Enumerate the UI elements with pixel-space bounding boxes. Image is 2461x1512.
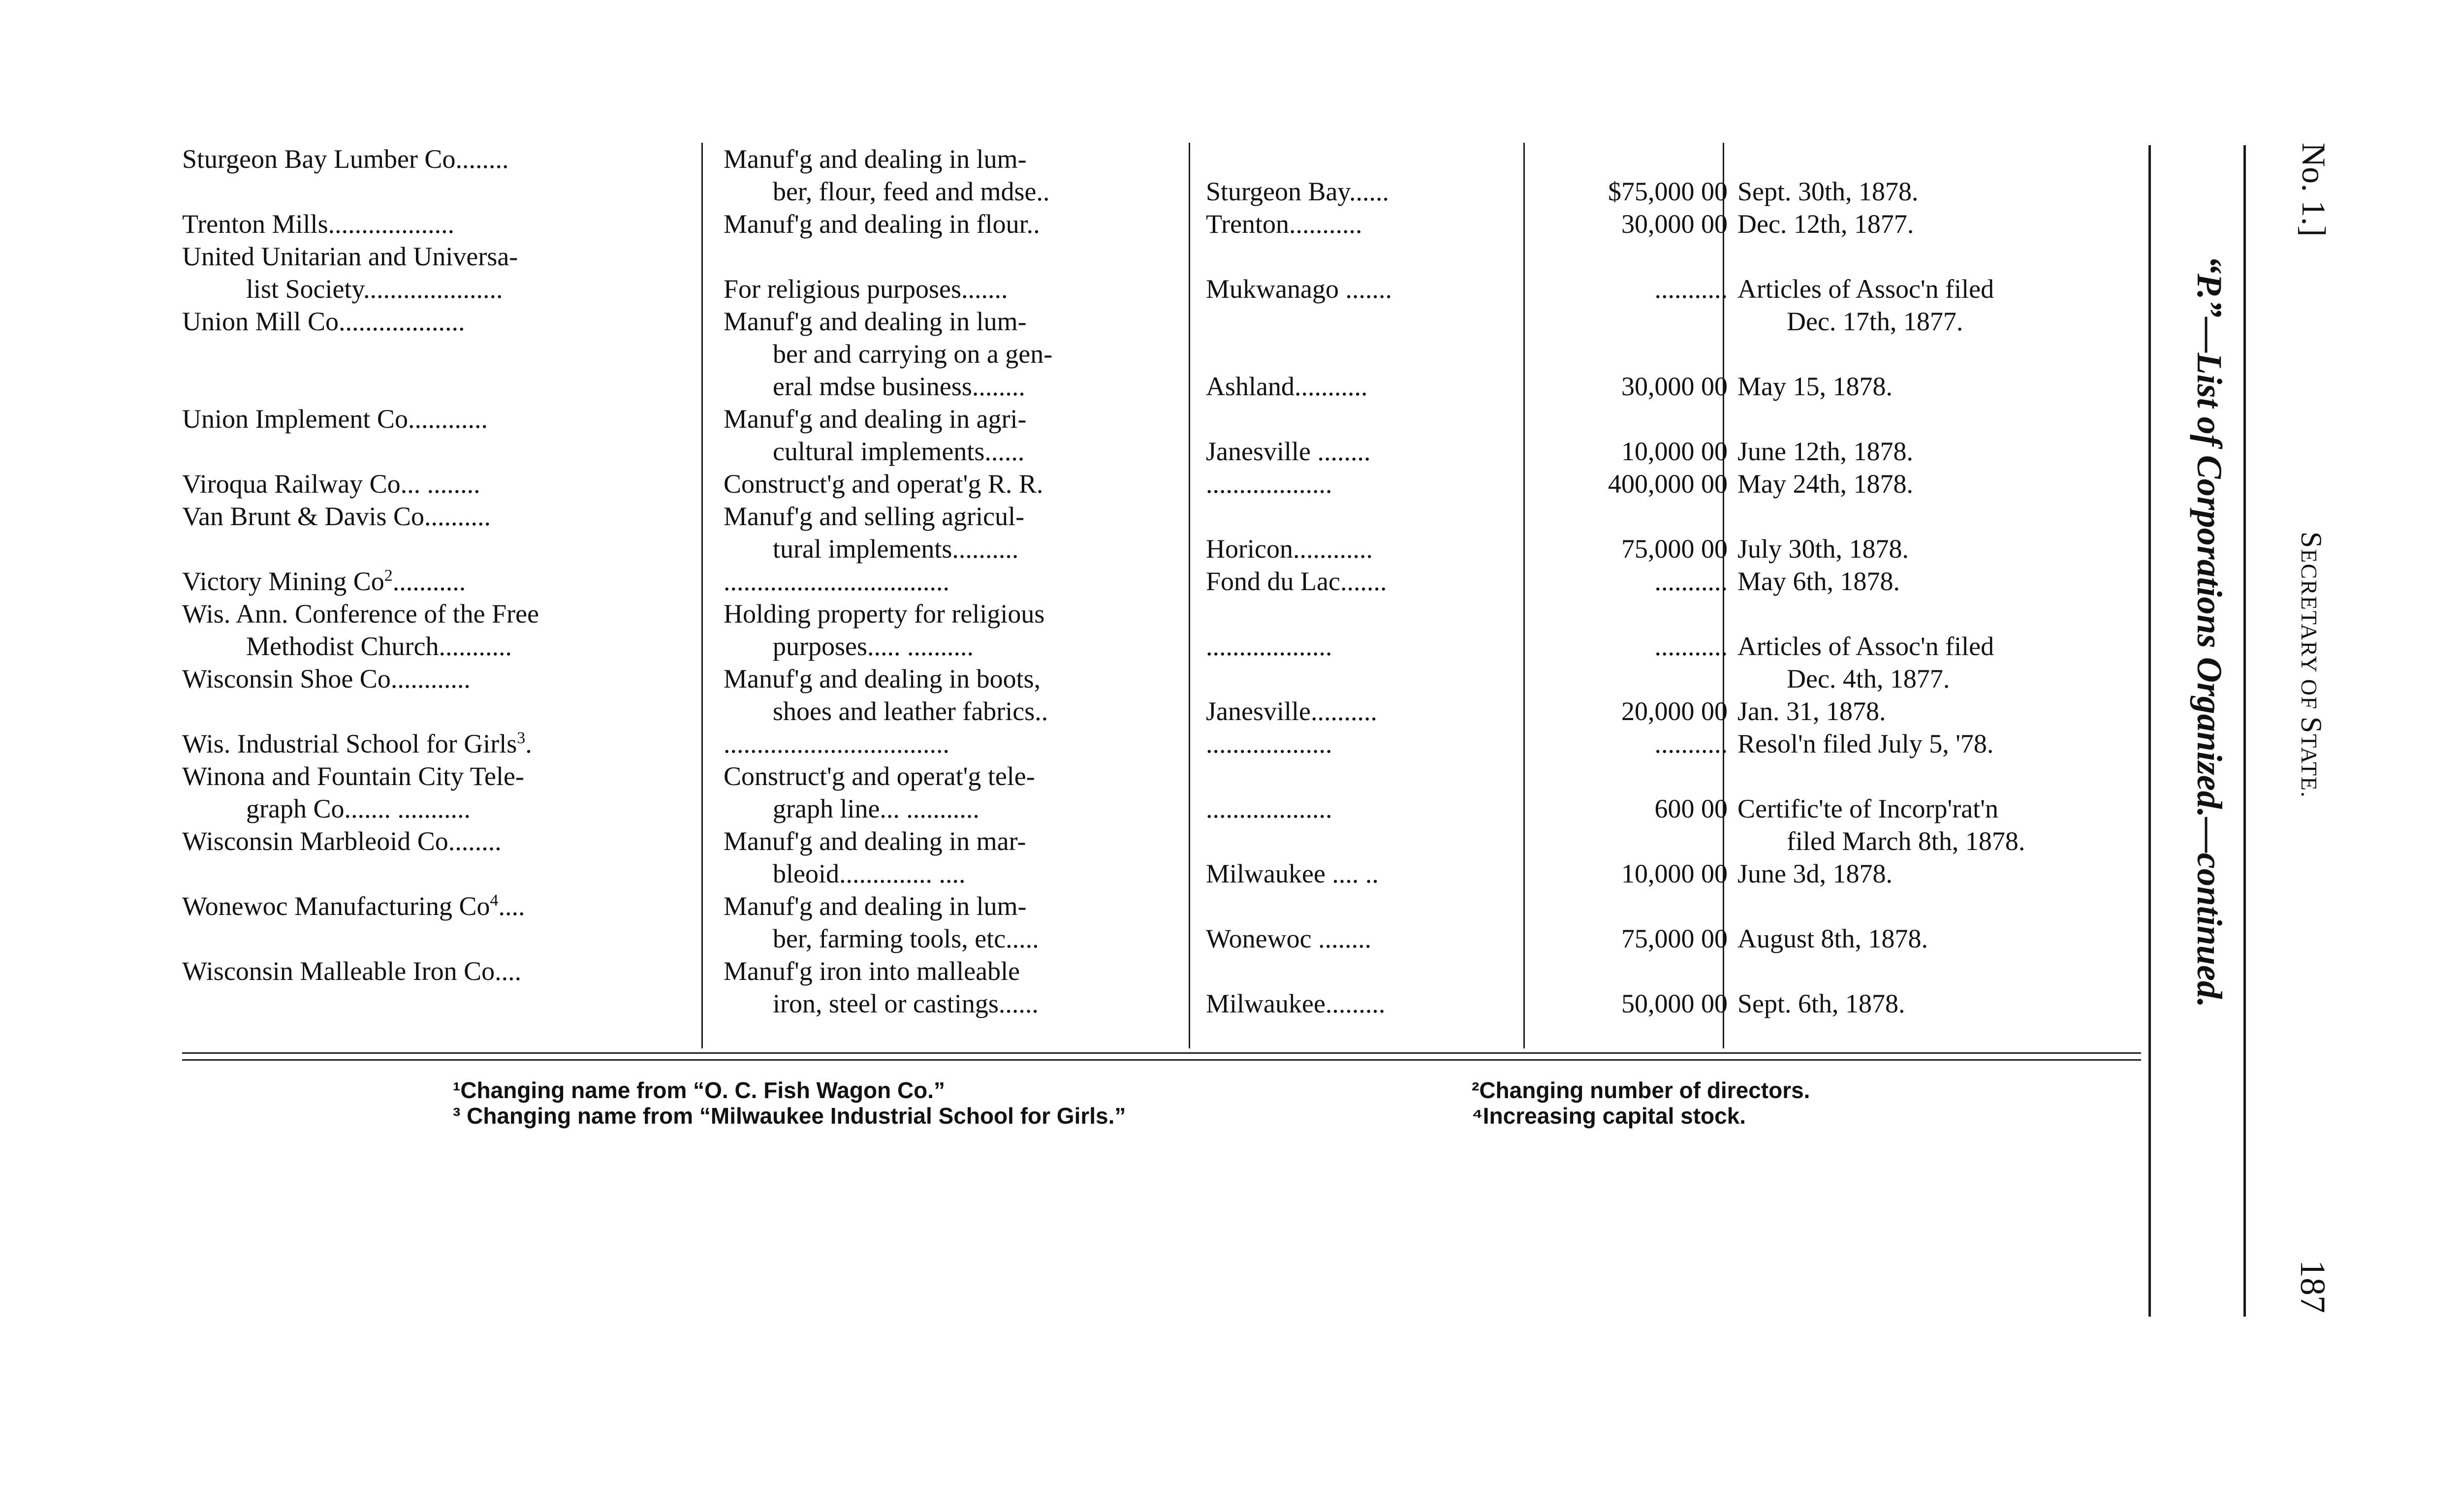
- filing-date: Resol'n filed July 5, '78.: [1737, 729, 1994, 758]
- purpose-line: eral mdse business........: [773, 372, 1025, 401]
- filing-date: August 8th, 1878.: [1737, 924, 1928, 953]
- purpose-line: purposes..... ..........: [773, 631, 974, 661]
- footnote-3: ³ Changing name from “Milwaukee Industrial School for Girls.”: [453, 1103, 1126, 1129]
- company-name: Sturgeon Bay Lumber Co........: [182, 144, 509, 174]
- location: ...................: [1206, 631, 1332, 661]
- purpose-line: Manuf'g iron into malleable: [724, 956, 1020, 986]
- filing-date: Dec. 17th, 1877.: [1787, 307, 1963, 336]
- filing-date: June 3d, 1878.: [1737, 859, 1893, 888]
- purpose-line: ..................................: [724, 567, 949, 596]
- capital-stock: 30,000 00: [1621, 209, 1728, 239]
- purpose-line: Manuf'g and dealing in boots,: [724, 664, 1041, 693]
- filing-date: May 15, 1878.: [1737, 372, 1893, 401]
- location: ...................: [1206, 729, 1332, 758]
- company-name: Wisconsin Malleable Iron Co....: [182, 956, 522, 986]
- purpose-line: Construct'g and operat'g tele-: [724, 761, 1035, 791]
- table-bottom-rule: [182, 1059, 2141, 1061]
- filing-date: May 24th, 1878.: [1737, 469, 1913, 499]
- purpose-line: ber, flour, feed and mdse..: [773, 177, 1050, 206]
- capital-stock: ...........: [1654, 274, 1728, 304]
- purpose-line: Manuf'g and dealing in lum-: [724, 891, 1027, 921]
- company-name: list Society.....................: [246, 274, 503, 304]
- purpose-line: tural implements..........: [773, 534, 1019, 564]
- filing-date: Sept. 6th, 1878.: [1737, 989, 1905, 1018]
- company-name: Wisconsin Shoe Co............: [182, 664, 471, 693]
- purpose-line: bleoid.............. ....: [773, 859, 966, 888]
- company-name: Wis. Ann. Conference of the Free: [182, 599, 539, 629]
- filing-date: filed March 8th, 1878.: [1787, 826, 2025, 856]
- footnote-2: ²Changing number of directors.: [1472, 1077, 1810, 1103]
- company-name: Union Implement Co............: [182, 404, 488, 434]
- purpose-line: ..................................: [724, 729, 949, 758]
- company-name: Wis. Industrial School for Girls$^3$.: [182, 729, 532, 758]
- corporations-table: [182, 143, 2141, 1048]
- filing-date: May 6th, 1878.: [1737, 567, 1900, 596]
- capital-stock: 75,000 00: [1621, 924, 1728, 953]
- company-name: Trenton Mills...................: [182, 209, 455, 239]
- footnote-marker: 3: [517, 729, 526, 747]
- purpose-line: Construct'g and operat'g R. R.: [724, 469, 1043, 499]
- company-name: Viroqua Railway Co... ........: [182, 469, 480, 499]
- location: Janesville..........: [1206, 696, 1377, 726]
- filing-date: Sept. 30th, 1878.: [1737, 177, 1919, 206]
- company-name: Van Brunt & Davis Co..........: [182, 502, 491, 531]
- purpose-line: ber and carrying on a gen-: [773, 339, 1053, 369]
- purpose-line: Manuf'g and dealing in lum-: [724, 144, 1027, 174]
- purpose-line: Manuf'g and dealing in lum-: [724, 307, 1027, 336]
- filing-date: Articles of Assoc'n filed: [1737, 274, 1994, 304]
- footnote-marker: 4: [490, 891, 499, 910]
- company-name: graph Co....... ...........: [246, 794, 471, 823]
- purpose-line: Manuf'g and selling agricul-: [724, 502, 1025, 531]
- capital-stock: 20,000 00: [1621, 696, 1728, 726]
- document-number: No. 1.]: [2295, 143, 2333, 237]
- location: Sturgeon Bay......: [1206, 177, 1389, 206]
- location: Milwaukee .... ..: [1206, 859, 1379, 888]
- footnote-4: ⁴Increasing capital stock.: [1472, 1103, 1746, 1129]
- table-bottom-rule: [182, 1052, 2141, 1054]
- location: ...................: [1206, 469, 1332, 499]
- purpose-line: ber, farming tools, etc.....: [773, 924, 1039, 953]
- location: Mukwanago .......: [1206, 274, 1392, 304]
- purpose-line: cultural implements......: [773, 437, 1025, 466]
- side-rule: [2243, 145, 2246, 1317]
- table-caption: “P.”—List of Corporations Organized.—continued.: [2190, 256, 2229, 1008]
- location: Milwaukee.........: [1206, 989, 1386, 1018]
- location: Trenton...........: [1206, 209, 1362, 239]
- company-name: Methodist Church...........: [246, 631, 512, 661]
- filing-date: Articles of Assoc'n filed: [1737, 631, 1994, 661]
- capital-stock: 600 00: [1654, 794, 1728, 823]
- page-number: 187: [2293, 1260, 2333, 1313]
- capital-stock: ...........: [1654, 567, 1728, 596]
- filing-date: Certific'te of Incorp'rat'n: [1737, 794, 1998, 823]
- purpose-line: Holding property for religious: [724, 599, 1045, 629]
- capital-stock: ...........: [1654, 631, 1728, 661]
- running-header: SECRETARY OF STATE.: [2295, 532, 2328, 798]
- company-name: Victory Mining Co$^2$...........: [182, 567, 466, 596]
- location: Horicon............: [1206, 534, 1373, 564]
- company-name: United Unitarian and Universa-: [182, 242, 518, 271]
- location: ...................: [1206, 794, 1332, 823]
- footnote-1: ¹Changing name from “O. C. Fish Wagon Co.”: [453, 1077, 946, 1103]
- capital-stock: $75,000 00: [1608, 177, 1728, 206]
- purpose-line: Manuf'g and dealing in flour..: [724, 209, 1040, 239]
- capital-stock: 10,000 00: [1621, 859, 1728, 888]
- purpose-line: Manuf'g and dealing in agri-: [724, 404, 1027, 434]
- capital-stock: 30,000 00: [1621, 372, 1728, 401]
- filing-date: Dec. 4th, 1877.: [1787, 664, 1950, 693]
- company-name: Wisconsin Marbleoid Co........: [182, 826, 502, 856]
- location: Ashland...........: [1206, 372, 1368, 401]
- footnote-marker: 2: [384, 567, 393, 585]
- purpose-line: For religious purposes.......: [724, 274, 1008, 304]
- column-rule: [1523, 143, 1525, 1048]
- side-rule: [2148, 145, 2151, 1317]
- filing-date: Jan. 31, 1878.: [1737, 696, 1886, 726]
- company-name: Winona and Fountain City Tele-: [182, 761, 524, 791]
- capital-stock: ...........: [1654, 729, 1728, 758]
- location: Fond du Lac.......: [1206, 567, 1387, 596]
- capital-stock: 50,000 00: [1621, 989, 1728, 1018]
- filing-date: July 30th, 1878.: [1737, 534, 1909, 564]
- location: Wonewoc ........: [1206, 924, 1372, 953]
- filing-date: June 12th, 1878.: [1737, 437, 1913, 466]
- location: Janesville ........: [1206, 437, 1371, 466]
- purpose-line: iron, steel or castings......: [773, 989, 1039, 1018]
- purpose-line: Manuf'g and dealing in mar-: [724, 826, 1026, 856]
- capital-stock: 75,000 00: [1621, 534, 1728, 564]
- capital-stock: 400,000 00: [1608, 469, 1728, 499]
- purpose-line: graph line... ...........: [773, 794, 979, 823]
- capital-stock: 10,000 00: [1621, 437, 1728, 466]
- filing-date: Dec. 12th, 1877.: [1737, 209, 1914, 239]
- company-name: Wonewoc Manufacturing Co$^4$....: [182, 891, 525, 921]
- purpose-line: shoes and leather fabrics..: [773, 696, 1048, 726]
- company-name: Union Mill Co...................: [182, 307, 465, 336]
